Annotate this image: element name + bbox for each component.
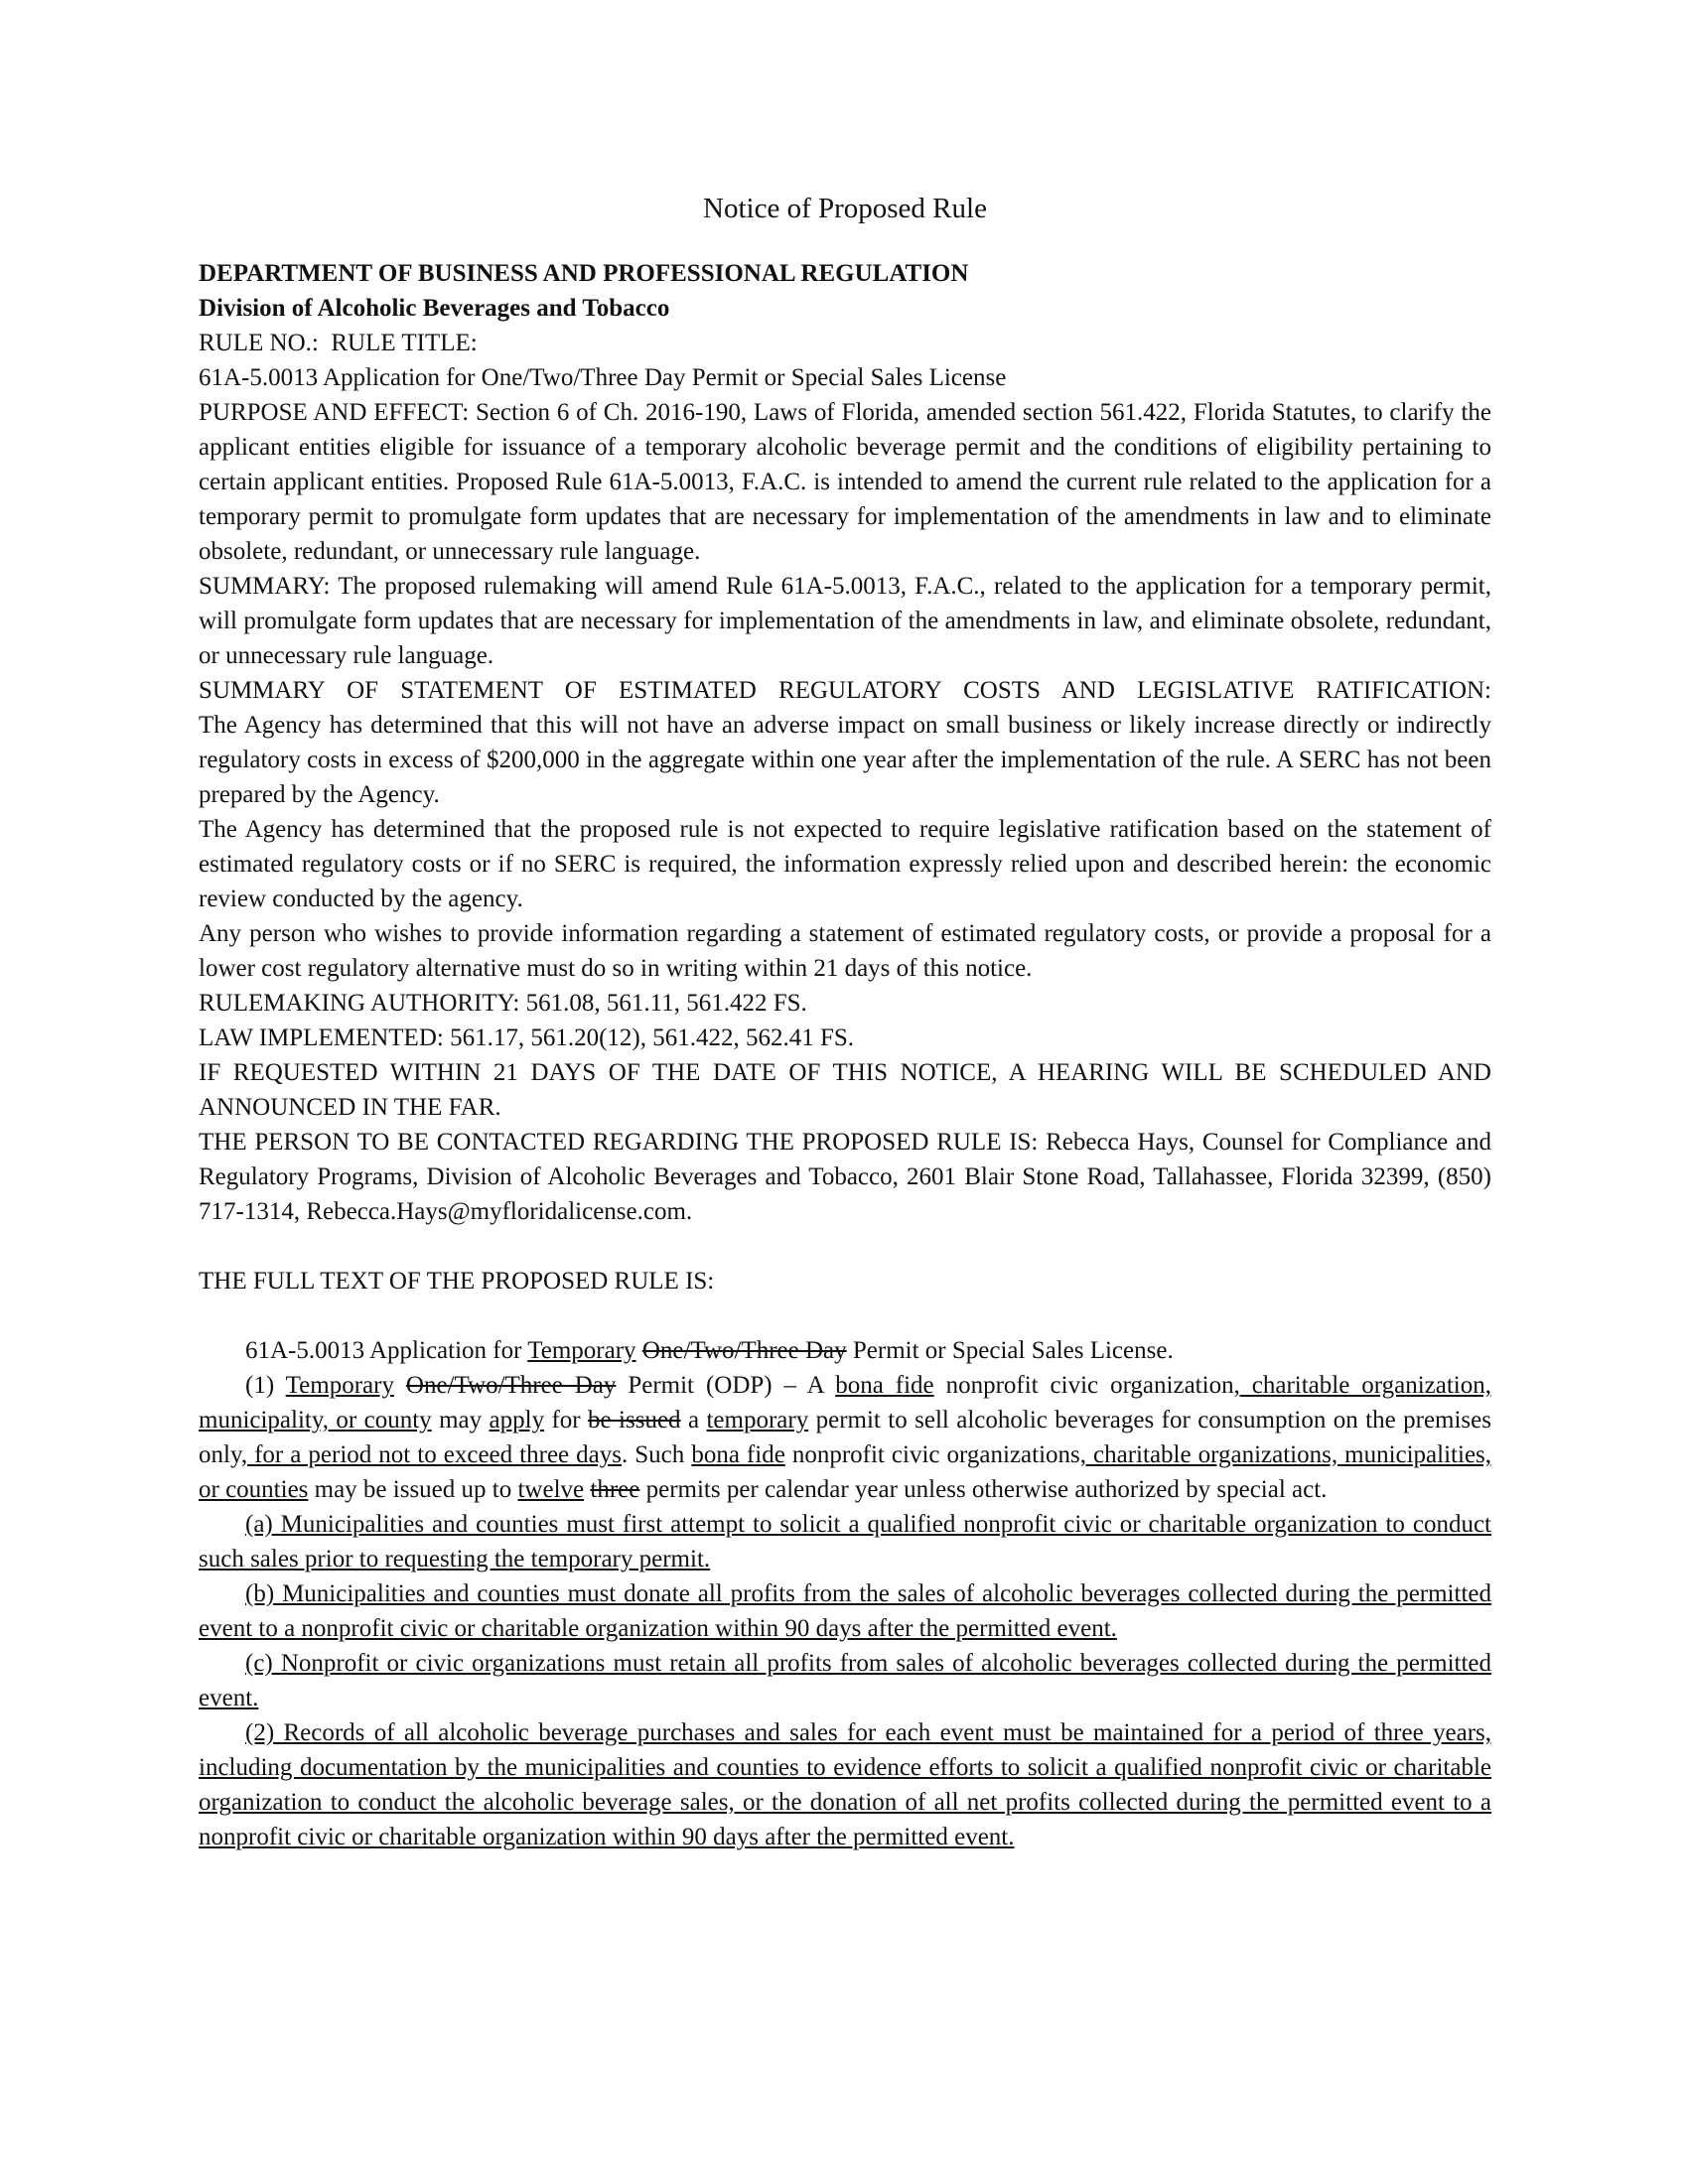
inserted-text: , charitable organization, municipality, or county [199, 1372, 1491, 1433]
rule-text-title: 61A-5.0013 Application for Temporary One/Two/Three Day Permit or Special Sales License. [245, 1337, 1174, 1364]
hearing-notice: IF REQUESTED WITHIN 21 DAYS OF THE DATE OF THIS NOTICE, A HEARING WILL BE SCHEDULED AND ANNOUNCED IN THE FAR. [199, 1059, 1491, 1121]
deleted-text: be issued [588, 1407, 681, 1433]
rule-number-title-labels [199, 326, 1491, 360]
serc-heading: SUMMARY OF STATEMENT OF ESTIMATED REGULATORY COSTS AND LEGISLATIVE RATIFICATION: [199, 677, 1491, 704]
rule-paragraph-2: (2) Records of all alcoholic beverage purchases and sales for each event must be maintained for a period of three years, including documentation by the municipalities and counties to evidence efforts to solicit a qualified nonprofit civic or charitable organization to conduct the alcoholic beverage sales, or the donation of all net profits collected during the permitted event to a nonprofit civic or charitable organization within 90 days after the permitted event. [199, 1719, 1491, 1850]
serc-paragraph-3: Any person who wishes to provide information regarding a statement of estimated regulatory costs, or provide a proposal for a lower cost regulatory alternative must do so in writing within 21 days of this notice. [199, 920, 1491, 982]
rule-paragraph-1c: (c) Nonprofit or civic organizations must retain all profits from sales of alcoholic beverages collected during the permitted event. [199, 1650, 1491, 1711]
inserted-text: , for a period not to exceed three days [240, 1441, 622, 1468]
inserted-text: apply [489, 1407, 545, 1433]
summary: SUMMARY: The proposed rulemaking will amend Rule 61A-5.0013, F.A.C., related to the application for a temporary permit, will promulgate form updates that are necessary for implementation of the amendments in law, and eliminate obsolete, redundant, or unnecessary rule language. [199, 573, 1491, 669]
rulemaking-authority: RULEMAKING AUTHORITY: 561.08, 561.11, 561.422 FS. [199, 990, 807, 1017]
law-implemented: LAW IMPLEMENTED: 561.17, 561.20(12), 561.422, 562.41 FS. [199, 1024, 855, 1051]
contact-person: THE PERSON TO BE CONTACTED REGARDING THE PROPOSED RULE IS: Rebecca Hays, Counsel for Compliance and Regulatory Programs, Division of Alcoholic Beverages and Tobacco, 2601 Blair Stone Road, Tallahassee, Florida 32399, (850) 717-1314, Rebecca.Hays@myfloridalicense.com. [199, 1129, 1491, 1225]
inserted-text: bona fide [691, 1441, 785, 1468]
rule-paragraph-1b: (b) Municipalities and counties must donate all profits from the sales of alcoholic beverages collected during the permitted event to a nonprofit civic or charitable organization within 90 days after the permitted event. [199, 1580, 1491, 1642]
rule-line: 61A-5.0013 Application for One/Two/Three Day Permit or Special Sales License [199, 364, 1007, 391]
rule-title-label: RULE TITLE: [331, 330, 478, 356]
deleted-text: One/Two/Three Day [641, 1337, 847, 1364]
purpose-and-effect: PURPOSE AND EFFECT: Section 6 of Ch. 2016-190, Laws of Florida, amended section 561.422, Florida Statutes, to clarify the applicant entities eligible for issuance of a temporary alcoholic beverage permit and the conditions of eligibility pertaining to certain applicant entities. Proposed Rule 61A-5.0013, F.A.C. is intended to amend the current rule related to the application for a temporary permit to promulgate form updates that are necessary for implementation of the amendments in law and to eliminate obsolete, redundant, or unnecessary rule language. [199, 399, 1491, 565]
inserted-text: bona fide [835, 1372, 934, 1399]
serc-paragraph-2: The Agency has determined that the proposed rule is not expected to require legislative ratification based on the statement of estimated regulatory costs or if no SERC is required, the information expressly relied upon and described herein: the economic review conducted by the agency. [199, 816, 1491, 912]
department-heading: DEPARTMENT OF BUSINESS AND PROFESSIONAL REGULATION [199, 260, 969, 287]
document-page [199, 189, 1491, 1854]
deleted-text: three [590, 1476, 640, 1503]
rule-no-label: RULE NO.: [199, 330, 319, 356]
inserted-text: Temporary [285, 1372, 394, 1399]
page-title: Notice of Proposed Rule [703, 193, 987, 224]
inserted-text: Temporary [527, 1337, 636, 1364]
full-text-heading: THE FULL TEXT OF THE PROPOSED RULE IS: [199, 1268, 715, 1295]
division-heading: Division of Alcoholic Beverages and Tobacco [199, 295, 670, 322]
rule-paragraph-1a: (a) Municipalities and counties must first attempt to solicit a qualified nonprofit civic or charitable organization to conduct such sales prior to requesting the temporary permit. [199, 1511, 1491, 1572]
inserted-text: temporary [706, 1407, 809, 1433]
deleted-text: One/Two/Three Day [405, 1372, 617, 1399]
rule-paragraph-1: (1) Temporary One/Two/Three Day Permit (ODP) – A bona fide nonprofit civic organization, charitable organization, municipality, or county may apply for be issued a temporary permit to sell alcoholic beverages for consumption on the premises only, for a period not to exceed three days. Such bona fide nonprofit civic organizations, charitable organizations, municipalities, or counties may be issued up to twelve three permits per calendar year unless otherwise authorized by special act. [199, 1372, 1492, 1503]
inserted-text: twelve [517, 1476, 585, 1503]
inserted-text: , charitable organizations, municipalities, or counties [199, 1441, 1492, 1503]
serc-paragraph-1: The Agency has determined that this will not have an adverse impact on small business or likely increase directly or indirectly regulatory costs in excess of $200,000 in the aggregate within one year after the implementation of the rule. A SERC has not been prepared by the Agency. [199, 712, 1491, 808]
